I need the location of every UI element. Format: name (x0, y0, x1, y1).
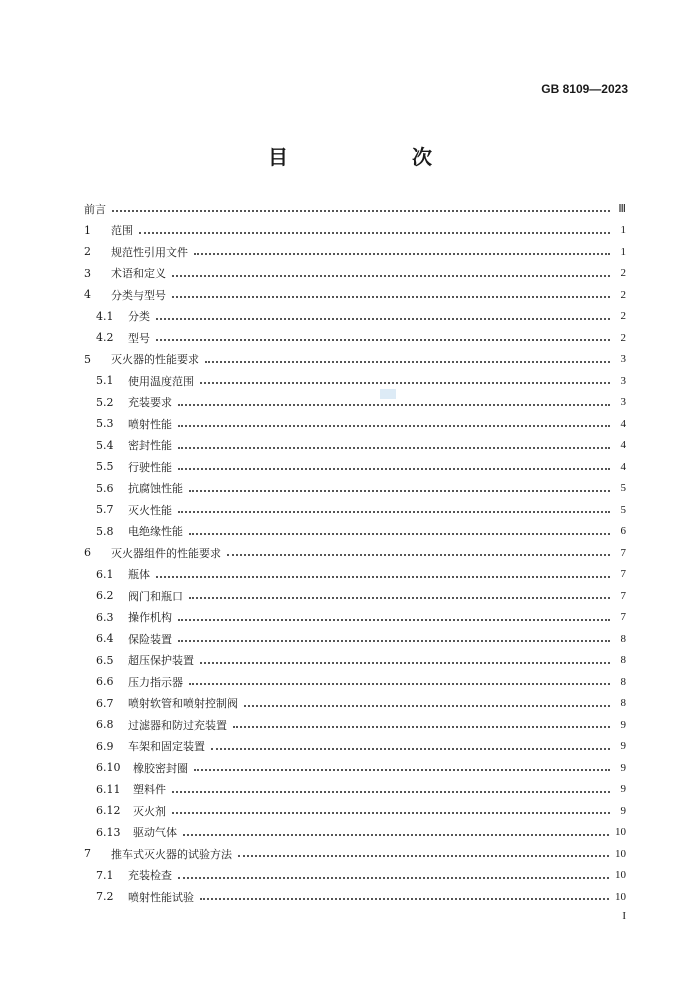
toc-entry-page: 4 (620, 439, 626, 452)
toc-entry-page: Ⅲ (618, 203, 626, 216)
toc-entry-page: 5 (620, 503, 626, 516)
toc-leader-dots (156, 317, 610, 320)
toc-entry-label: 喷射性能试验 (128, 890, 194, 904)
toc-entry[interactable] (84, 607, 626, 629)
toc-entry-page: 8 (620, 697, 626, 710)
toc-entry-label: 推车式灭火器的试验方法 (111, 847, 232, 861)
toc-entry-number: 5.4 (96, 438, 114, 452)
toc-entry-label: 操作机构 (128, 611, 172, 625)
toc-entry[interactable] (84, 241, 626, 263)
page-title: 目 次 (268, 145, 460, 169)
toc-leader-dots (178, 876, 609, 879)
toc-entry-number: 6.7 (96, 696, 114, 710)
toc-entry-label: 使用温度范围 (128, 374, 194, 388)
toc-leader-dots (194, 252, 610, 255)
toc-leader-dots (189, 489, 610, 492)
toc-entry-page: 6 (620, 525, 626, 538)
toc-entry-number: 6.5 (96, 653, 114, 667)
toc-entry-page: 7 (620, 611, 626, 624)
toc-leader-dots (178, 467, 610, 470)
toc-entry[interactable] (84, 392, 626, 414)
toc-entry[interactable] (84, 220, 626, 242)
toc-entry-number: 6.9 (96, 739, 114, 753)
toc-entry-page: 8 (620, 632, 626, 645)
toc-entry-page: 4 (620, 460, 626, 473)
toc-entry-page: 7 (620, 568, 626, 581)
toc-entry-page: 8 (620, 675, 626, 688)
toc-leader-dots (205, 360, 610, 363)
toc-entry[interactable] (84, 263, 626, 285)
toc-leader-dots (139, 231, 610, 234)
toc-entry-label: 超压保护装置 (128, 654, 194, 668)
toc-entry[interactable] (84, 327, 626, 349)
toc-entry-page: 7 (620, 589, 626, 602)
toc-leader-dots (183, 833, 609, 836)
toc-entry-page: 7 (620, 546, 626, 559)
toc-leader-dots (189, 682, 610, 685)
toc-entry-number: 7.1 (96, 868, 114, 882)
toc-leader-dots (178, 639, 610, 642)
toc-leader-dots (172, 274, 610, 277)
toc-leader-dots (227, 553, 610, 556)
toc-entry-page: 2 (620, 310, 626, 323)
toc-leader-dots (178, 446, 610, 449)
toc-entry-label: 范围 (111, 224, 133, 238)
toc-leader-dots (211, 747, 610, 750)
toc-entry-number: 4 (84, 288, 91, 302)
toc-leader-dots (178, 403, 610, 406)
toc-entry-label: 充装检查 (128, 869, 172, 883)
toc-leader-dots (200, 897, 609, 900)
toc-entry-label: 灭火器的性能要求 (111, 353, 199, 367)
toc-entry-number: 5.6 (96, 481, 114, 495)
toc-entry-label: 电绝缘性能 (128, 525, 183, 539)
toc-entry-number: 6.13 (96, 825, 121, 839)
toc-entry-number: 5.5 (96, 460, 114, 474)
toc-entry-label: 塑料件 (133, 783, 166, 797)
toc-entry-label: 行驶性能 (128, 460, 172, 474)
toc-entry[interactable] (84, 736, 626, 758)
toc-leader-dots (200, 381, 610, 384)
toc-leader-dots (178, 424, 610, 427)
table-of-contents (84, 198, 626, 908)
toc-entry[interactable] (84, 757, 626, 779)
toc-entry-label: 压力指示器 (128, 675, 183, 689)
toc-leader-dots (200, 661, 610, 664)
toc-leader-dots (189, 596, 610, 599)
toc-entry-label: 充装要求 (128, 396, 172, 410)
standard-code: GB 8109—2023 (541, 82, 628, 96)
toc-entry-page: 9 (620, 804, 626, 817)
toc-entry[interactable] (84, 886, 626, 908)
toc-entry-label: 术语和定义 (111, 267, 166, 281)
toc-entry-page: 3 (620, 374, 626, 387)
toc-leader-dots (189, 532, 610, 535)
toc-leader-dots (156, 575, 610, 578)
toc-entry-page: 4 (620, 417, 626, 430)
toc-entry-number: 3 (84, 266, 91, 280)
toc-leader-dots (233, 725, 610, 728)
toc-entry[interactable] (84, 521, 626, 543)
toc-entry-number: 6.4 (96, 632, 114, 646)
toc-entry-label: 灭火器组件的性能要求 (111, 546, 221, 560)
toc-entry[interactable] (84, 349, 626, 371)
toc-entry[interactable] (84, 413, 626, 435)
toc-entry-number: 6.6 (96, 675, 114, 689)
toc-entry-number: 6.11 (96, 782, 121, 796)
toc-leader-dots (238, 854, 609, 857)
toc-entry[interactable] (84, 306, 626, 328)
watermark-stamp (380, 389, 396, 399)
toc-entry-label: 分类与型号 (111, 288, 166, 302)
toc-entry-number: 5.1 (96, 374, 114, 388)
toc-entry-number: 4.2 (96, 331, 114, 345)
toc-entry[interactable] (84, 478, 626, 500)
toc-entry-page: 8 (620, 654, 626, 667)
toc-entry-number: 6.8 (96, 718, 114, 732)
toc-entry-label: 喷射软管和喷射控制阀 (128, 697, 238, 711)
toc-entry[interactable] (84, 843, 626, 865)
toc-entry[interactable] (84, 628, 626, 650)
toc-entry-label: 型号 (128, 331, 150, 345)
toc-entry-number: 5.7 (96, 503, 114, 517)
toc-entry-label: 橡胶密封圈 (133, 761, 188, 775)
toc-entry[interactable] (84, 585, 626, 607)
toc-entry[interactable] (84, 499, 626, 521)
toc-entry-page: 9 (620, 761, 626, 774)
toc-entry-number: 5.3 (96, 417, 114, 431)
toc-entry[interactable] (84, 822, 626, 844)
toc-entry-label: 瓶体 (128, 568, 150, 582)
toc-leader-dots (172, 811, 610, 814)
toc-entry-page: 9 (620, 783, 626, 796)
toc-entry[interactable] (84, 865, 626, 887)
toc-entry-number: 5 (84, 352, 91, 366)
toc-entry-page: 10 (615, 847, 626, 860)
toc-entry[interactable] (84, 714, 626, 736)
toc-entry-number: 6.3 (96, 610, 114, 624)
toc-entry-number: 5.8 (96, 524, 114, 538)
toc-entry-label: 前言 (84, 202, 106, 216)
toc-leader-dots (172, 295, 610, 298)
toc-entry[interactable] (84, 456, 626, 478)
toc-entry-label: 保险装置 (128, 632, 172, 646)
toc-entry[interactable] (84, 564, 626, 586)
toc-entry-number: 2 (84, 245, 91, 259)
toc-leader-dots (178, 510, 610, 513)
toc-entry-page: 3 (620, 396, 626, 409)
toc-entry-number: 6.2 (96, 589, 114, 603)
toc-entry-label: 驱动气体 (133, 826, 177, 840)
toc-entry[interactable] (84, 435, 626, 457)
toc-entry-label: 抗腐蚀性能 (128, 482, 183, 496)
toc-entry-page: 2 (620, 331, 626, 344)
toc-entry-page: 10 (615, 826, 626, 839)
toc-entry-number: 6.10 (96, 761, 121, 775)
toc-entry-number: 7.2 (96, 890, 114, 904)
toc-entry[interactable] (84, 370, 626, 392)
toc-entry-label: 过滤器和防过充装置 (128, 718, 227, 732)
toc-entry-label: 分类 (128, 310, 150, 324)
toc-leader-dots (156, 338, 610, 341)
toc-entry-number: 4.1 (96, 309, 114, 323)
toc-entry-page: 2 (620, 288, 626, 301)
toc-entry-label: 灭火剂 (133, 804, 166, 818)
toc-entry-page: 5 (620, 482, 626, 495)
toc-entry-number: 1 (84, 223, 91, 237)
toc-leader-dots (194, 768, 610, 771)
toc-entry-label: 密封性能 (128, 439, 172, 453)
toc-entry-page: 10 (615, 869, 626, 882)
toc-leader-dots (112, 209, 610, 212)
toc-entry[interactable] (84, 198, 626, 220)
toc-entry[interactable] (84, 693, 626, 715)
toc-entry-number: 7 (84, 847, 91, 861)
toc-entry-number: 5.2 (96, 395, 114, 409)
toc-leader-dots (172, 790, 610, 793)
toc-entry[interactable] (84, 650, 626, 672)
toc-entry-number: 6 (84, 546, 91, 560)
toc-leader-dots (244, 704, 610, 707)
toc-entry-page: 1 (620, 245, 626, 258)
page-number: I (622, 910, 626, 922)
toc-entry-label: 喷射性能 (128, 417, 172, 431)
toc-entry[interactable] (84, 779, 626, 801)
toc-entry-page: 2 (620, 267, 626, 280)
toc-entry[interactable] (84, 671, 626, 693)
toc-entry-page: 3 (620, 353, 626, 366)
toc-entry-page: 9 (620, 740, 626, 753)
toc-entry-number: 6.1 (96, 567, 114, 581)
toc-entry-number: 6.12 (96, 804, 121, 818)
toc-entry-label: 车架和固定装置 (128, 740, 205, 754)
toc-leader-dots (178, 618, 610, 621)
toc-entry-label: 阀门和瓶口 (128, 589, 183, 603)
toc-entry-page: 1 (620, 224, 626, 237)
toc-entry-page: 9 (620, 718, 626, 731)
toc-entry-label: 规范性引用文件 (111, 245, 188, 259)
toc-entry-page: 10 (615, 890, 626, 903)
toc-entry[interactable] (84, 284, 626, 306)
toc-entry[interactable] (84, 800, 626, 822)
toc-entry[interactable] (84, 542, 626, 564)
toc-entry-label: 灭火性能 (128, 503, 172, 517)
